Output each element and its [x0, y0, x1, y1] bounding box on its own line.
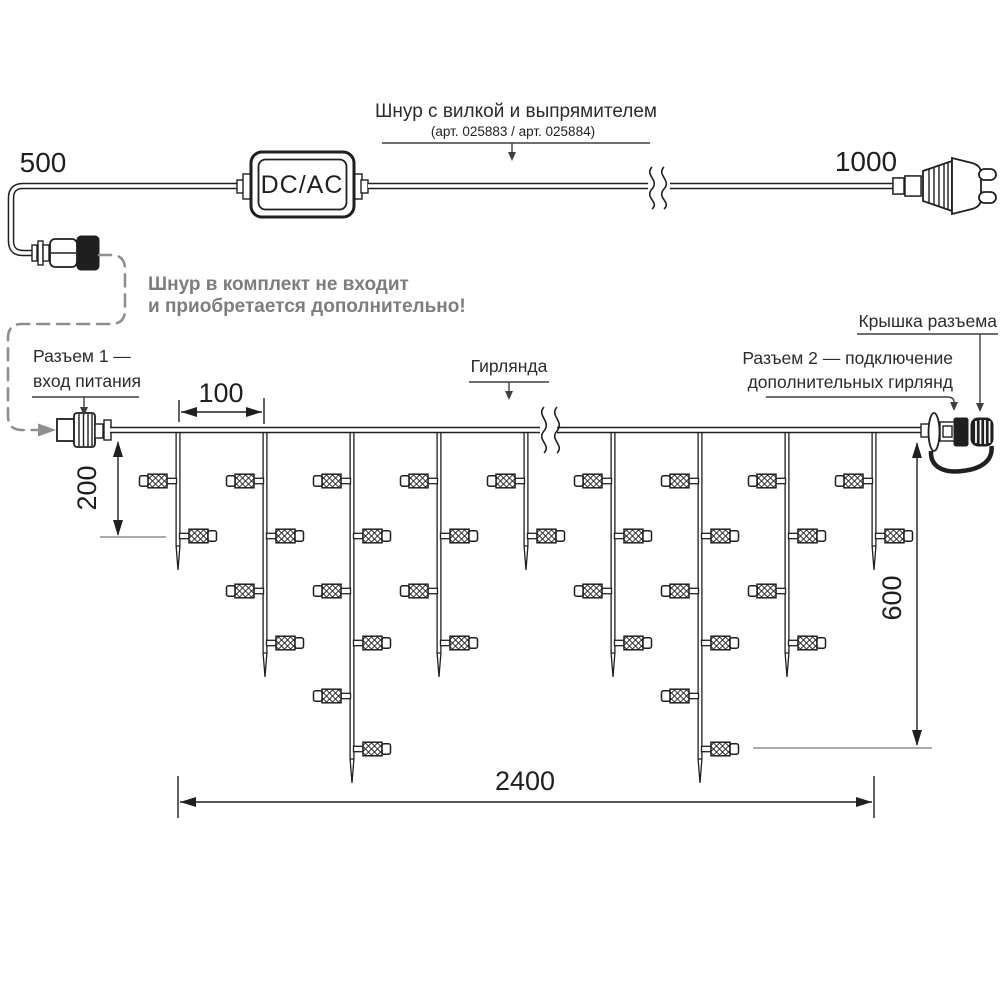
drop-tip: [611, 653, 615, 677]
dim-2400: [178, 766, 874, 818]
led-bulb-icon: [702, 636, 739, 650]
icicle-drop: [401, 432, 478, 677]
icicle-drop: [749, 432, 826, 677]
led-bulb-icon: [702, 742, 739, 756]
dc-output-connector-icon: [32, 236, 99, 270]
dim-100: [179, 378, 264, 424]
led-bulb-icon: [662, 474, 699, 488]
connector1-icon: [57, 413, 111, 447]
ac-wire: [368, 167, 895, 209]
led-bulb-icon: [227, 474, 264, 488]
connector-cap-icon: [971, 418, 993, 446]
led-bulb-icon: [354, 742, 391, 756]
led-bulb-icon: [789, 529, 826, 543]
mains-plug-icon: [893, 158, 996, 214]
led-bulb-icon: [401, 474, 438, 488]
led-bulb-icon: [267, 636, 304, 650]
garland-label: Гирлянда: [470, 356, 548, 376]
dim-600: [753, 442, 932, 748]
dim-500-value: 500: [19, 147, 67, 178]
led-bulb-icon: [488, 474, 525, 488]
led-bulb-icon: [314, 584, 351, 598]
dim-600-value: 600: [877, 575, 907, 621]
led-bulb-icon: [662, 689, 699, 703]
led-bulb-icon: [789, 636, 826, 650]
drop-tip: [872, 546, 876, 570]
drop-tip: [785, 653, 789, 677]
led-bulb-icon: [615, 636, 652, 650]
garland-assembly: [32, 311, 998, 818]
led-bulb-icon: [354, 529, 391, 543]
drop-tip: [263, 653, 267, 677]
cord-callout: [375, 101, 657, 161]
dc-wire: [11, 186, 240, 253]
led-bulb-icon: [314, 474, 351, 488]
icicle-drop: [836, 432, 913, 570]
drop-tip: [698, 759, 702, 783]
led-bulb-icon: [314, 689, 351, 703]
drop-tip: [350, 759, 354, 783]
drop-tip: [524, 546, 528, 570]
cord-callout-line2: (арт. 025883 / арт. 025884): [430, 124, 596, 139]
led-bulb-icon: [702, 529, 739, 543]
connector1-label-line2: вход питания: [33, 371, 141, 391]
icicle-drop: [575, 432, 652, 677]
led-bulb-icon: [575, 474, 612, 488]
drop-tip: [437, 653, 441, 677]
dim-200-value: 200: [72, 465, 102, 511]
drops-layer: [140, 432, 913, 783]
dcac-label: DC/AC: [260, 171, 344, 199]
garland-callout: [469, 356, 549, 400]
led-bulb-icon: [836, 474, 873, 488]
led-bulb-icon: [749, 474, 786, 488]
cap-label: Крышка разъема: [858, 311, 997, 331]
led-bulb-icon: [615, 529, 652, 543]
icicle-drop: [662, 432, 739, 783]
led-bulb-icon: [441, 529, 478, 543]
led-bulb-icon: [749, 584, 786, 598]
led-bulb-icon: [528, 529, 565, 543]
icicle-drop: [314, 432, 391, 783]
connector2-icon: [921, 413, 993, 471]
drop-tip: [176, 546, 180, 570]
connector1-label-line1: Разъем 1 —: [33, 346, 131, 366]
led-bulb-icon: [267, 529, 304, 543]
connector2-label-line1: Разъем 2 — подключение: [742, 348, 953, 368]
dim-200: [72, 441, 166, 537]
dashed-arrow-icon: [38, 424, 56, 437]
led-bulb-icon: [401, 584, 438, 598]
note-line1: Шнур в комплект не входит: [148, 274, 409, 295]
icicle-drop: [227, 432, 304, 677]
led-bulb-icon: [354, 636, 391, 650]
led-bulb-icon: [441, 636, 478, 650]
wire-break-icon: [542, 407, 560, 453]
dim-100-value: 100: [198, 378, 244, 408]
dim-2400-value: 2400: [494, 766, 556, 796]
led-bulb-icon: [227, 584, 264, 598]
dc-ac-converter-box: [237, 152, 368, 217]
connector2-label-line2: дополнительных гирлянд: [747, 372, 953, 392]
led-bulb-icon: [662, 584, 699, 598]
note-line2: и приобретается дополнительно!: [148, 296, 466, 317]
connector1-callout: [32, 346, 141, 416]
led-bulb-icon: [876, 529, 913, 543]
icicle-drop: [488, 432, 565, 570]
icicle-drop: [140, 432, 217, 570]
wire-break-icon: [650, 167, 667, 209]
led-bulb-icon: [180, 529, 217, 543]
garland-main-wire: [110, 407, 921, 453]
led-bulb-icon: [140, 474, 177, 488]
not-included-note: [148, 274, 466, 317]
cord-callout-line1: Шнур с вилкой и выпрямителем: [375, 101, 657, 122]
led-bulb-icon: [575, 584, 612, 598]
dim-1000-value: 1000: [834, 146, 898, 177]
connector2-callout: [742, 348, 958, 411]
